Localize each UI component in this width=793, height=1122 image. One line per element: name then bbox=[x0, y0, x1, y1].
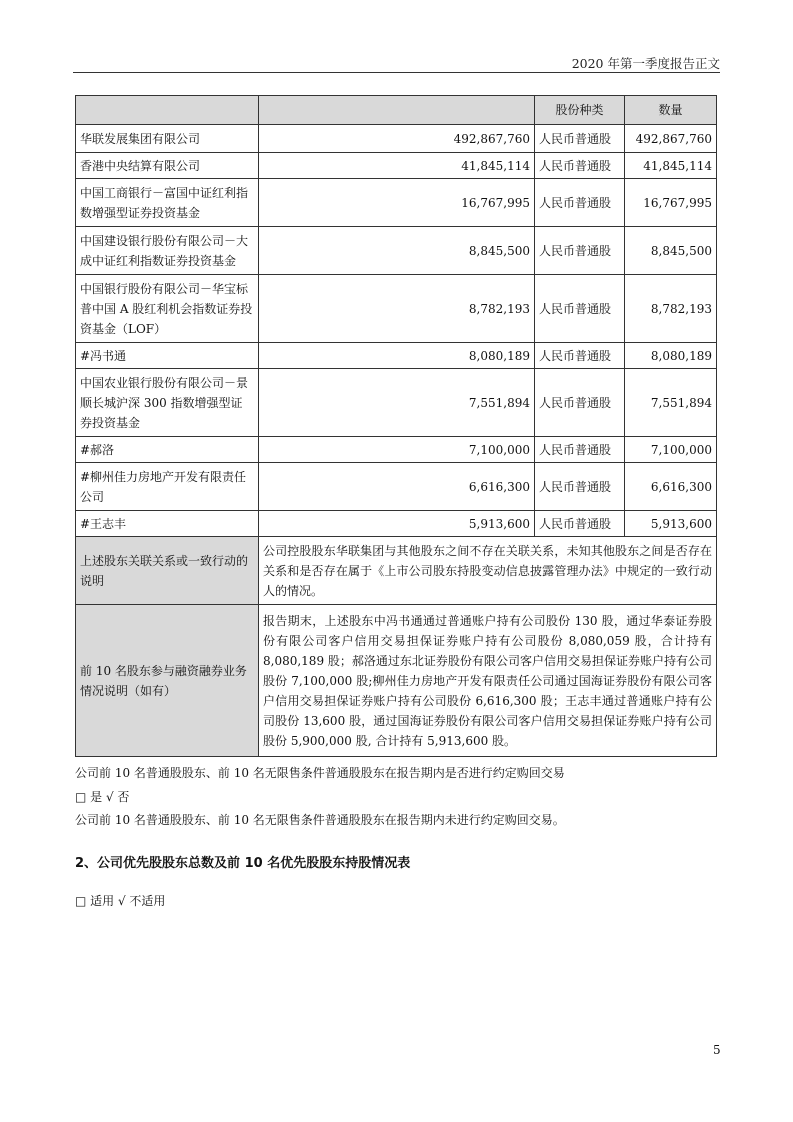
holder-name: 中国银行股份有限公司－华宝标普中国 A 股红利机会指数证券投资基金（LOF） bbox=[76, 275, 259, 343]
holder-shares: 41,845,114 bbox=[259, 153, 535, 179]
holder-share-kind: 人民币普通股 bbox=[535, 463, 625, 511]
holder-name: 华联发展集团有限公司 bbox=[76, 125, 259, 153]
table-row bbox=[76, 125, 717, 153]
table-row bbox=[76, 179, 717, 227]
repurchase-question: 公司前 10 名普通股股东、前 10 名无限售条件普通股股东在报告期内是否进行约定购回交易 bbox=[75, 766, 565, 780]
holder-share-kind: 人民币普通股 bbox=[535, 179, 625, 227]
holder-name: #王志丰 bbox=[76, 511, 259, 537]
holder-quantity: 8,080,189 bbox=[625, 343, 717, 369]
holder-share-kind: 人民币普通股 bbox=[535, 511, 625, 537]
holder-share-kind: 人民币普通股 bbox=[535, 437, 625, 463]
relation-label: 上述股东关联关系或一致行动的说明 bbox=[76, 537, 259, 605]
holder-share-kind: 人民币普通股 bbox=[535, 275, 625, 343]
relation-row bbox=[76, 537, 717, 605]
table-row bbox=[76, 227, 717, 275]
table-row bbox=[76, 463, 717, 511]
holder-shares: 16,767,995 bbox=[259, 179, 535, 227]
holder-quantity: 8,782,193 bbox=[625, 275, 717, 343]
holder-share-kind: 人民币普通股 bbox=[535, 227, 625, 275]
header-cell-share-kind: 股份种类 bbox=[535, 96, 625, 125]
shareholders-table bbox=[75, 95, 717, 757]
repurchase-answer: 公司前 10 名普通股股东、前 10 名无限售条件普通股股东在报告期内未进行约定购回交易。 bbox=[75, 813, 565, 827]
holder-shares: 8,782,193 bbox=[259, 275, 535, 343]
header-cell-blank bbox=[76, 96, 259, 125]
table-row bbox=[76, 369, 717, 437]
holder-name: 中国建设银行股份有限公司－大成中证红利指数证券投资基金 bbox=[76, 227, 259, 275]
holder-name: #柳州佳力房地产开发有限责任公司 bbox=[76, 463, 259, 511]
table-row bbox=[76, 343, 717, 369]
holder-shares: 8,080,189 bbox=[259, 343, 535, 369]
table-row bbox=[76, 437, 717, 463]
holder-shares: 7,551,894 bbox=[259, 369, 535, 437]
header-cell-quantity: 数量 bbox=[625, 96, 717, 125]
section-2-options: □ 适用 √ 不适用 bbox=[75, 894, 166, 908]
holder-quantity: 41,845,114 bbox=[625, 153, 717, 179]
holder-quantity: 16,767,995 bbox=[625, 179, 717, 227]
holder-name: 中国工商银行－富国中证红利指数增强型证券投资基金 bbox=[76, 179, 259, 227]
holder-quantity: 492,867,760 bbox=[625, 125, 717, 153]
margin-trading-label: 前 10 名股东参与融资融券业务情况说明（如有） bbox=[76, 605, 259, 757]
table-row bbox=[76, 275, 717, 343]
holder-name: 中国农业银行股份有限公司－景顺长城沪深 300 指数增强型证券投资基金 bbox=[76, 369, 259, 437]
header-cell-blank bbox=[259, 96, 535, 125]
header-title: 2020 年第一季度报告正文 bbox=[571, 56, 720, 71]
holder-name: #郝洛 bbox=[76, 437, 259, 463]
holder-shares: 492,867,760 bbox=[259, 125, 535, 153]
table-row bbox=[76, 153, 717, 179]
holder-share-kind: 人民币普通股 bbox=[535, 369, 625, 437]
table-header-row bbox=[76, 96, 717, 125]
holder-quantity: 7,551,894 bbox=[625, 369, 717, 437]
holder-shares: 8,845,500 bbox=[259, 227, 535, 275]
repurchase-options: □ 是 √ 否 bbox=[75, 790, 130, 804]
holder-shares: 6,616,300 bbox=[259, 463, 535, 511]
table-row bbox=[76, 511, 717, 537]
section-2-title: 2、公司优先股股东总数及前 10 名优先股股东持股情况表 bbox=[75, 856, 411, 871]
holder-share-kind: 人民币普通股 bbox=[535, 153, 625, 179]
holder-quantity: 7,100,000 bbox=[625, 437, 717, 463]
margin-trading-row bbox=[76, 605, 717, 757]
relation-text: 公司控股股东华联集团与其他股东之间不存在关联关系，未知其他股东之间是否存在关系和是否存在属于《上市公司股东持股变动信息披露管理办法》中规定的一致行动人的情况。 bbox=[259, 537, 717, 605]
header-rule bbox=[73, 72, 720, 73]
holder-quantity: 8,845,500 bbox=[625, 227, 717, 275]
margin-trading-text: 报告期末，上述股东中冯书通通过普通账户持有公司股份 130 股，通过华泰证券股份有限公司客户信用交易担保证券账户持有公司股份 8,080,059 股，合计持有 8,080,189 股；郝洛通过东北证券股份有限公司客户信用交易担保证券账户持有公司股份 7,100,000 股;柳州佳力房地产开发有限责任公司通过国海证券股份有限公司客户信用交易担保证券账户持有公司股份 6,616,300 股；王志丰通过普通账户持有公司股份 13,600 股，通过国海证券股份有限公司客户信用交易担保证券账户持有公司股份 5,900,000 股, 合计持有 5,913,600 股。 bbox=[259, 605, 717, 757]
holder-quantity: 5,913,600 bbox=[625, 511, 717, 537]
holder-name: #冯书通 bbox=[76, 343, 259, 369]
holder-quantity: 6,616,300 bbox=[625, 463, 717, 511]
holder-name: 香港中央结算有限公司 bbox=[76, 153, 259, 179]
holder-shares: 5,913,600 bbox=[259, 511, 535, 537]
holder-share-kind: 人民币普通股 bbox=[535, 343, 625, 369]
page-number: 5 bbox=[713, 1043, 721, 1057]
holder-share-kind: 人民币普通股 bbox=[535, 125, 625, 153]
holder-shares: 7,100,000 bbox=[259, 437, 535, 463]
